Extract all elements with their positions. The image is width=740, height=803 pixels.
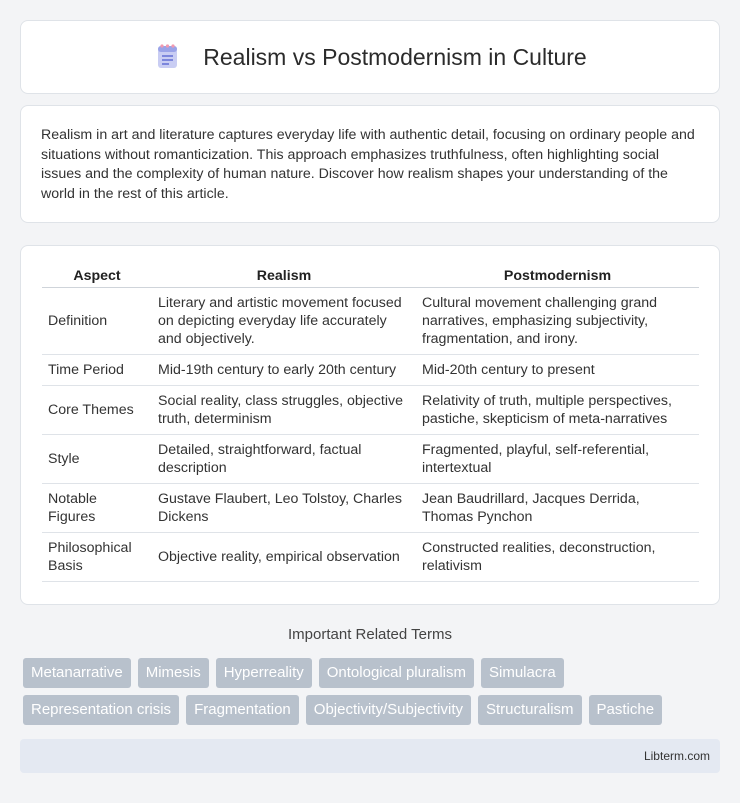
- title-card: [20, 20, 720, 94]
- cell-realism: Literary and artistic movement focused on depicting everyday life accurately and objectively.: [152, 288, 416, 355]
- term-tag[interactable]: Pastiche: [589, 695, 663, 725]
- table-row: [42, 386, 699, 435]
- document-icon: [153, 43, 181, 71]
- cell-aspect: Notable Figures: [42, 484, 152, 533]
- cell-postmodernism: Fragmented, playful, self-referential, intertextual: [416, 435, 699, 484]
- header-realism: Realism: [152, 264, 416, 288]
- term-tag[interactable]: Ontological pluralism: [319, 658, 474, 688]
- term-tag[interactable]: Structuralism: [478, 695, 582, 725]
- cell-aspect: Definition: [42, 288, 152, 355]
- cell-aspect: Core Themes: [42, 386, 152, 435]
- cell-aspect: Philosophical Basis: [42, 533, 152, 582]
- cell-realism: Objective reality, empirical observation: [152, 533, 416, 582]
- cell-realism: Social reality, class struggles, objective truth, determinism: [152, 386, 416, 435]
- cell-aspect: Time Period: [42, 355, 152, 386]
- intro-text: Realism in art and literature captures everyday life with authentic detail, focusing on ordinary people and situations without romanticization. This approach emphasizes truthfulness, often highlighting social issues and the complexity of human nature. Discover how realism shapes your understanding of the world in the rest of this article.: [41, 127, 695, 202]
- table-row: [42, 533, 699, 582]
- cell-postmodernism: Relativity of truth, multiple perspectives, pastiche, skepticism of meta-narratives: [416, 386, 699, 435]
- term-tag[interactable]: Mimesis: [138, 658, 209, 688]
- cell-postmodernism: Cultural movement challenging grand narratives, emphasizing subjectivity, fragmentation, and irony.: [416, 288, 699, 355]
- cell-postmodernism: Mid-20th century to present: [416, 355, 699, 386]
- footer-site-link[interactable]: Libterm.com: [643, 749, 710, 763]
- term-tag[interactable]: Hyperreality: [216, 658, 312, 688]
- table-row: [42, 435, 699, 484]
- term-tag[interactable]: Representation crisis: [23, 695, 179, 725]
- table-row: [42, 355, 699, 386]
- cell-realism: Detailed, straightforward, factual description: [152, 435, 416, 484]
- intro-card: [20, 105, 720, 223]
- page-title: Realism vs Postmodernism in Culture: [203, 43, 587, 70]
- header-postmodernism: Postmodernism: [416, 264, 699, 288]
- term-tag[interactable]: Fragmentation: [186, 695, 299, 725]
- term-tag[interactable]: Simulacra: [481, 658, 564, 688]
- footer: [20, 739, 720, 773]
- cell-realism: Gustave Flaubert, Leo Tolstoy, Charles Dickens: [152, 484, 416, 533]
- comparison-table-card: [20, 245, 720, 605]
- cell-realism: Mid-19th century to early 20th century: [152, 355, 416, 386]
- cell-postmodernism: Jean Baudrillard, Jacques Derrida, Thomas Pynchon: [416, 484, 699, 533]
- table-row: [42, 484, 699, 533]
- cell-aspect: Style: [42, 435, 152, 484]
- term-tag[interactable]: Metanarrative: [23, 658, 131, 688]
- related-terms-heading: Important Related Terms: [288, 626, 452, 643]
- related-terms-list: [23, 658, 723, 732]
- table-header-row: [42, 264, 699, 288]
- comparison-table: [42, 264, 699, 582]
- term-tag[interactable]: Objectivity/Subjectivity: [306, 695, 471, 725]
- cell-postmodernism: Constructed realities, deconstruction, relativism: [416, 533, 699, 582]
- table-row: [42, 288, 699, 355]
- header-aspect: Aspect: [42, 264, 152, 288]
